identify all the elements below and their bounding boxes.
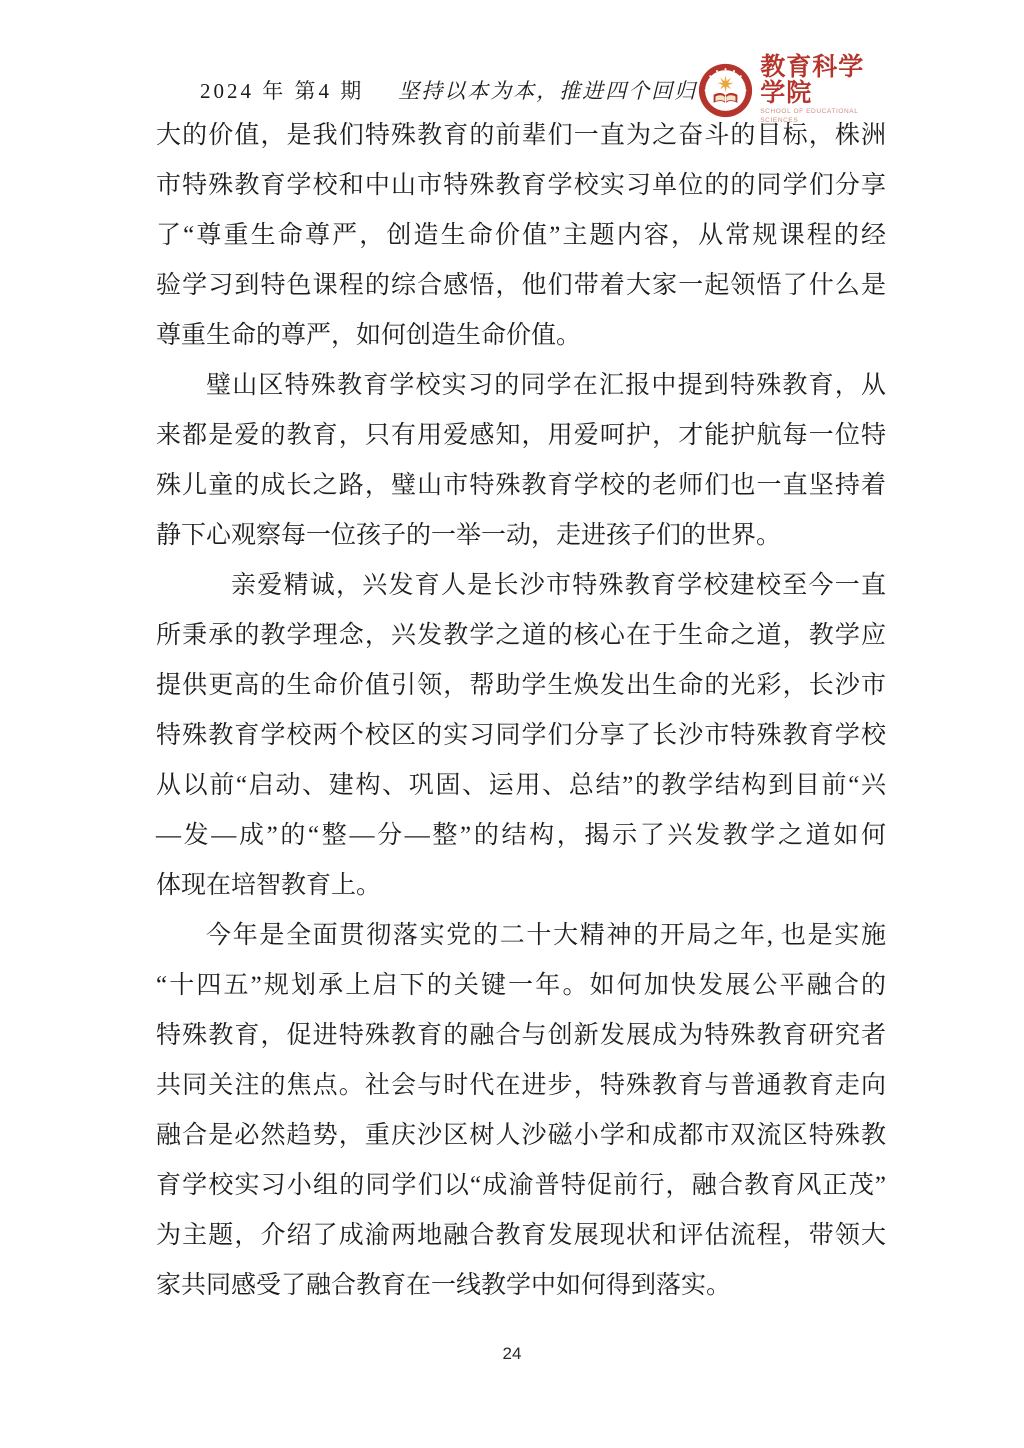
text-line: 所秉承的教学理念，兴发教学之道的核心在于生命之道，教学应 — [156, 622, 886, 649]
text-line: 育学校实习小组的同学们以“成渝普特促前行，融合教育风正茂” — [156, 1172, 886, 1199]
logo-name-en: SCHOOL OF EDUCATIONAL SCIENCES — [760, 108, 859, 124]
document-body — [156, 111, 886, 1311]
text-line: 特殊教育学校两个校区的实习同学们分享了长沙市特殊教育学校 — [156, 722, 886, 749]
logo-name-cn: 教育科学学院 — [760, 54, 865, 107]
text-line: 体现在培智教育上。 — [156, 872, 382, 899]
text-line: “十四五”规划承上启下的关键一年。如何加快发展公平融合的 — [156, 972, 886, 999]
text-line: 为主题，介绍了成渝两地融合教育发展现状和评估流程，带领大 — [156, 1222, 886, 1249]
text-line: 来都是爱的教育，只有用爱感知，用爱呵护，才能护航每一位特 — [156, 422, 886, 449]
text-line: 静下心观察每一位孩子的一举一动，走进孩子们的世界。 — [156, 522, 782, 549]
text-line: 今年是全面贯彻落实党的二十大精神的开局之年, 也是实施 — [206, 922, 886, 949]
page-footer — [0, 1344, 1024, 1364]
text-line: 殊儿童的成长之路，璧山市特殊教育学校的老师们也一直坚持着 — [156, 472, 886, 499]
header-running-title — [200, 75, 697, 105]
text-line: 大的价值，是我们特殊教育的前辈们一直为之奋斗的目标，株洲 — [156, 122, 886, 149]
text-line: 提供更高的生命价值引领，帮助学生焕发出生命的光彩，长沙市 — [156, 672, 886, 699]
text-line: 璧山区特殊教育学校实习的同学在汇报中提到特殊教育，从 — [206, 372, 886, 399]
text-line: 从以前“启动、建构、巩固、运用、总结”的教学结构到目前“兴 — [156, 772, 886, 799]
text-line: 尊重生命的尊严，如何创造生命价值。 — [156, 322, 582, 349]
text-line: 验学习到特色课程的综合感悟，他们带着大家一起领悟了什么是 — [156, 272, 886, 299]
text-line: 市特殊教育学校和中山市特殊教育学校实习单位的的同学们分享 — [156, 172, 886, 199]
text-line: 亲爱精诚，兴发育人是长沙市特殊教育学校建校至今一直 — [231, 572, 886, 599]
text-line: 共同关注的焦点。社会与时代在进步，特殊教育与普通教育走向 — [156, 1072, 886, 1099]
logo-emblem-icon — [697, 62, 754, 119]
text-line: 家共同感受了融合教育在一线教学中如何得到落实。 — [156, 1272, 732, 1299]
issue-info: 2024 年 第4 期 — [200, 79, 365, 103]
text-line: 了“尊重生命尊严，创造生命价值”主题内容，从常规课程的经 — [156, 222, 886, 249]
page-number: 24 — [502, 1344, 522, 1363]
text-line: 融合是必然趋势，重庆沙区树人沙磁小学和成都市双流区特殊教 — [156, 1122, 886, 1149]
header-slogan: 坚持以本为本，推进四个回归 — [398, 79, 698, 103]
text-line: —发—成”的“整—分—整”的结构，揭示了兴发教学之道如何 — [156, 822, 886, 849]
text-line: 特殊教育，促进特殊教育的融合与创新发展成为特殊教育研究者 — [156, 1022, 886, 1049]
